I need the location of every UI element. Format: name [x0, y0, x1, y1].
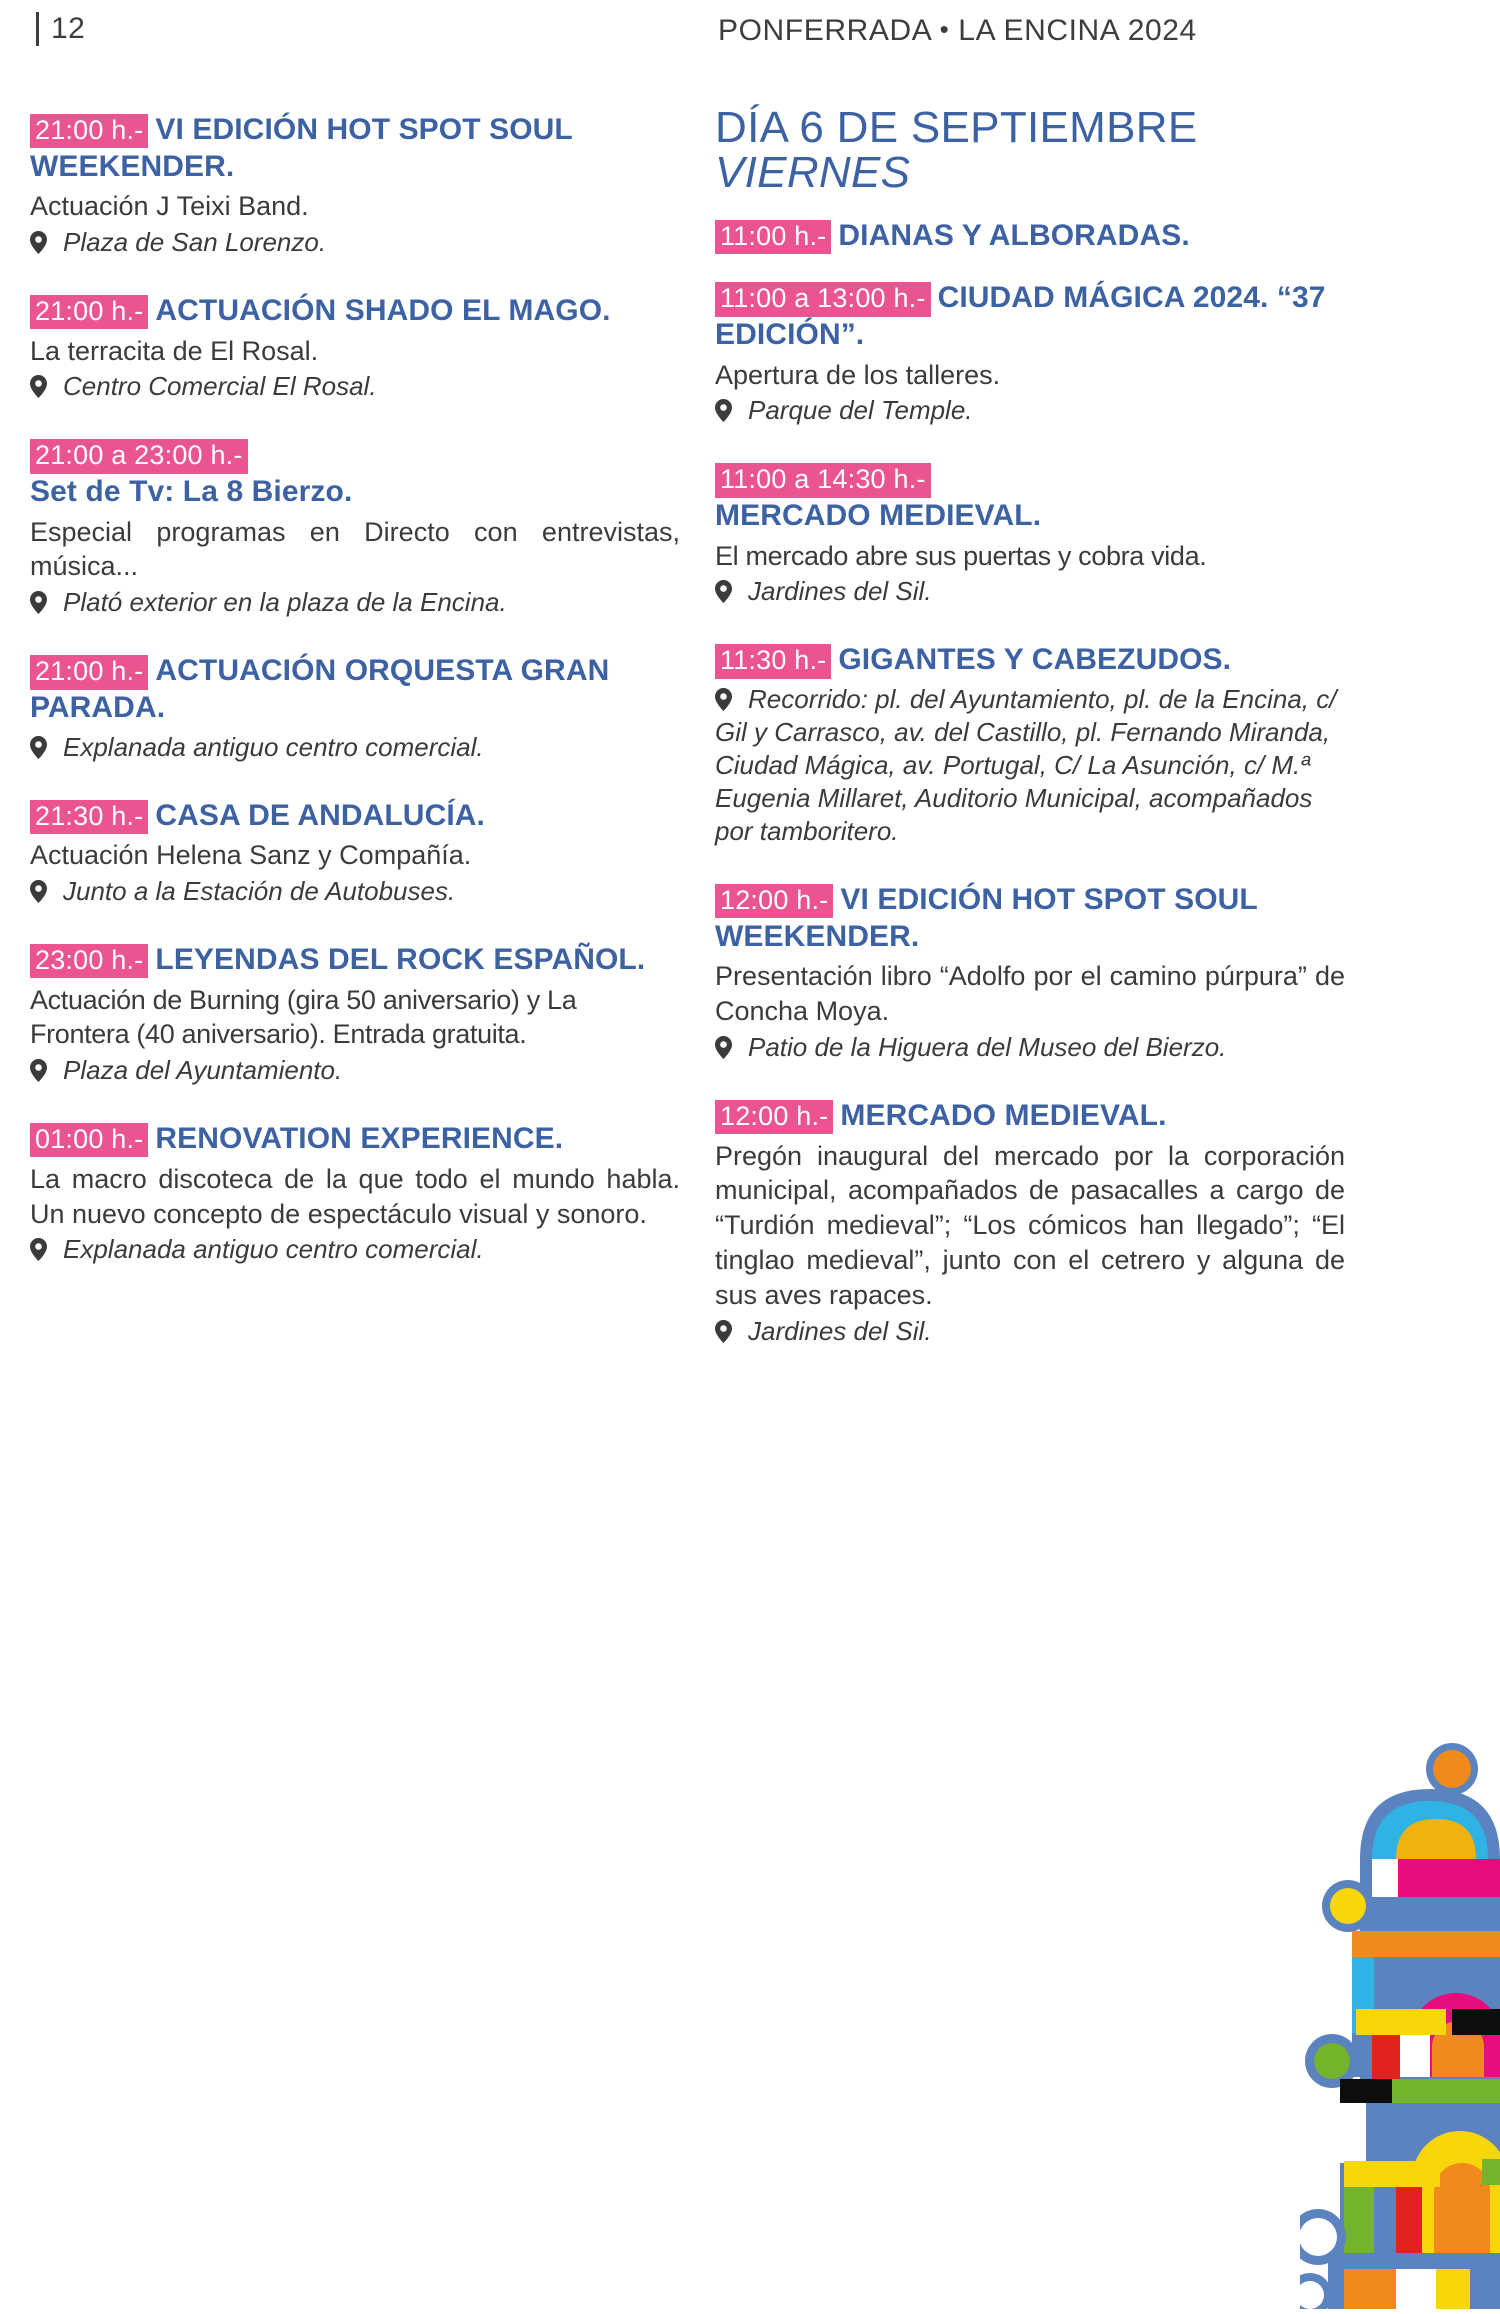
event-location [30, 1054, 680, 1087]
event-location [30, 1233, 680, 1266]
event-description: La terracita de El Rosal. [30, 335, 319, 366]
event-title: MERCADO MEDIEVAL. [715, 498, 1042, 532]
event-title-line [30, 798, 680, 835]
castle-tower-illustration [1300, 1709, 1500, 2309]
running-head-event: LA ENCINA 2024 [958, 14, 1197, 47]
location-pin-icon [30, 591, 47, 614]
event-entry [715, 1098, 1345, 1348]
day-heading-date: DÍA 6 DE SEPTIEMBRE [715, 103, 1198, 152]
event-title: Set de Tv: La 8 Bierzo. [30, 475, 353, 509]
event-time-badge: 12:00 h.- [715, 1100, 833, 1134]
event-time-badge: 01:00 h.- [30, 1123, 148, 1157]
event-location [715, 575, 1345, 608]
event-title-line [715, 882, 1345, 955]
event-description: El mercado abre sus puertas y cobra vida. [715, 540, 1207, 571]
event-time-badge: 21:00 h.- [30, 295, 148, 329]
event-entry [30, 798, 680, 908]
event-title-line [715, 280, 1345, 353]
running-head-separator: • [939, 14, 950, 44]
running-head [718, 14, 1197, 48]
event-entry [30, 653, 680, 763]
location-pin-icon [715, 580, 732, 603]
event-time-badge: 23:00 h.- [30, 944, 148, 978]
event-time-badge: 11:00 a 14:30 h.- [715, 463, 931, 497]
event-title-line [715, 642, 1345, 679]
event-title-line [715, 461, 1345, 534]
event-title: CIUDAD MÁGICA 2024. “37 EDICIÓN”. [715, 281, 1326, 351]
event-title-line [30, 437, 680, 510]
right-column [715, 103, 1345, 1348]
event-entry [30, 1121, 680, 1266]
event-location [30, 586, 680, 619]
event-entry [30, 112, 680, 259]
location-pin-icon [715, 1320, 732, 1343]
event-time-badge: 21:00 h.- [30, 114, 148, 148]
event-location-text: Explanada antiguo centro comercial. [63, 731, 484, 762]
event-title-line [30, 1121, 680, 1158]
event-entry [715, 642, 1345, 848]
event-description: Actuación de Burning (gira 50 aniversario) y La Frontera (40 aniversario). Entrada gratuita. [30, 984, 577, 1050]
event-entry [715, 461, 1345, 608]
location-pin-icon [715, 399, 732, 422]
location-pin-icon [30, 1238, 47, 1261]
event-title: ACTUACIÓN ORQUESTA GRAN PARADA. [30, 654, 610, 724]
location-pin-icon [715, 1036, 732, 1059]
event-description: Actuación Helena Sanz y Compañía. [30, 840, 472, 871]
event-title-line [715, 1098, 1345, 1135]
event-entry [715, 218, 1345, 255]
event-location-text: Centro Comercial El Rosal. [63, 371, 377, 402]
event-title-line [30, 112, 680, 185]
event-title-line [30, 293, 680, 330]
event-entry [715, 882, 1345, 1064]
event-location-text: Jardines del Sil. [748, 576, 932, 607]
event-location [715, 1031, 1345, 1064]
event-location [715, 683, 1345, 848]
left-column [30, 112, 680, 1267]
location-pin-icon [30, 231, 47, 254]
event-time-badge: 21:00 a 23:00 h.- [30, 439, 248, 473]
location-pin-icon [30, 880, 47, 903]
event-entry [30, 942, 680, 1087]
event-description: Especial programas en Directo con entrevistas, música... [30, 516, 680, 582]
event-title-line [715, 218, 1345, 255]
event-title: RENOVATION EXPERIENCE. [155, 1122, 564, 1156]
event-time-badge: 21:00 h.- [30, 655, 148, 689]
event-description: Actuación J Teixi Band. [30, 191, 309, 222]
event-time-badge: 11:00 a 13:00 h.- [715, 282, 931, 316]
event-title: VI EDICIÓN HOT SPOT SOUL WEEKENDER. [30, 113, 573, 183]
event-location-text: Jardines del Sil. [748, 1315, 932, 1346]
page-header [0, 0, 1500, 78]
event-description: La macro discoteca de la que todo el mundo habla. Un nuevo concepto de espectáculo visual y sonoro. [30, 1163, 680, 1229]
event-time-badge: 11:00 h.- [715, 220, 831, 254]
event-time-badge: 11:30 h.- [715, 644, 831, 678]
event-title: MERCADO MEDIEVAL. [840, 1098, 1167, 1132]
location-pin-icon [30, 736, 47, 759]
event-location-text: Patio de la Higuera del Museo del Bierzo. [748, 1031, 1227, 1062]
event-location [30, 370, 680, 403]
event-title: VI EDICIÓN HOT SPOT SOUL WEEKENDER. [715, 883, 1258, 953]
day-heading [715, 103, 1345, 197]
event-time-badge: 12:00 h.- [715, 884, 833, 918]
location-pin-icon [715, 688, 732, 711]
event-description: Pregón inaugural del mercado por la corporación municipal, acompañados de pasacalles a cargo de “Turdión medieval”; “Los cómicos han llegado”; “El tinglao medieval”, junto con el cetrero y alguna de sus aves rapaces. [715, 1140, 1345, 1310]
day-heading-weekday: VIERNES [715, 147, 911, 197]
event-title: CASA DE ANDALUCÍA. [155, 798, 485, 832]
event-title: ACTUACIÓN SHADO EL MAGO. [155, 294, 611, 328]
event-location [715, 394, 1345, 427]
event-location [30, 875, 680, 908]
event-title: GIGANTES Y CABEZUDOS. [838, 643, 1232, 677]
event-title: LEYENDAS DEL ROCK ESPAÑOL. [155, 942, 646, 976]
event-location-text: Plaza del Ayuntamiento. [63, 1055, 343, 1086]
event-location-text: Plaza de San Lorenzo. [63, 227, 327, 258]
event-location [30, 731, 680, 764]
event-location-text: Explanada antiguo centro comercial. [63, 1234, 484, 1265]
page-folio [36, 12, 85, 46]
event-title: DIANAS Y ALBORADAS. [838, 218, 1190, 252]
event-location-text: Plató exterior en la plaza de la Encina. [63, 587, 507, 618]
location-pin-icon [30, 1059, 47, 1082]
folio-rule [36, 12, 39, 46]
event-location-text: Junto a la Estación de Autobuses. [63, 875, 456, 906]
event-description: Apertura de los talleres. [715, 359, 1001, 390]
page-number: 12 [51, 12, 86, 45]
running-head-city: PONFERRADA [718, 14, 931, 47]
event-location-text: Recorrido: pl. del Ayuntamiento, pl. de la Encina, c/ Gil y Carrasco, av. del Castillo, pl. Fernando Miranda, Ciudad Mágica, av. Portugal, C/ La Asunción, c/ M.ª Eugenia Millaret, Auditorio Municipal, acompañados por tamboritero. [715, 684, 1337, 847]
event-entry [715, 280, 1345, 427]
event-entry [30, 437, 680, 619]
event-location [30, 226, 680, 259]
event-title-line [30, 653, 680, 726]
event-title-line [30, 942, 680, 979]
event-location-text: Parque del Temple. [748, 395, 973, 426]
location-pin-icon [30, 375, 47, 398]
event-entry [30, 293, 680, 403]
event-description: Presentación libro “Adolfo por el camino púrpura” de Concha Moya. [715, 961, 1345, 1027]
event-time-badge: 21:30 h.- [30, 800, 148, 834]
event-location [715, 1315, 1345, 1348]
